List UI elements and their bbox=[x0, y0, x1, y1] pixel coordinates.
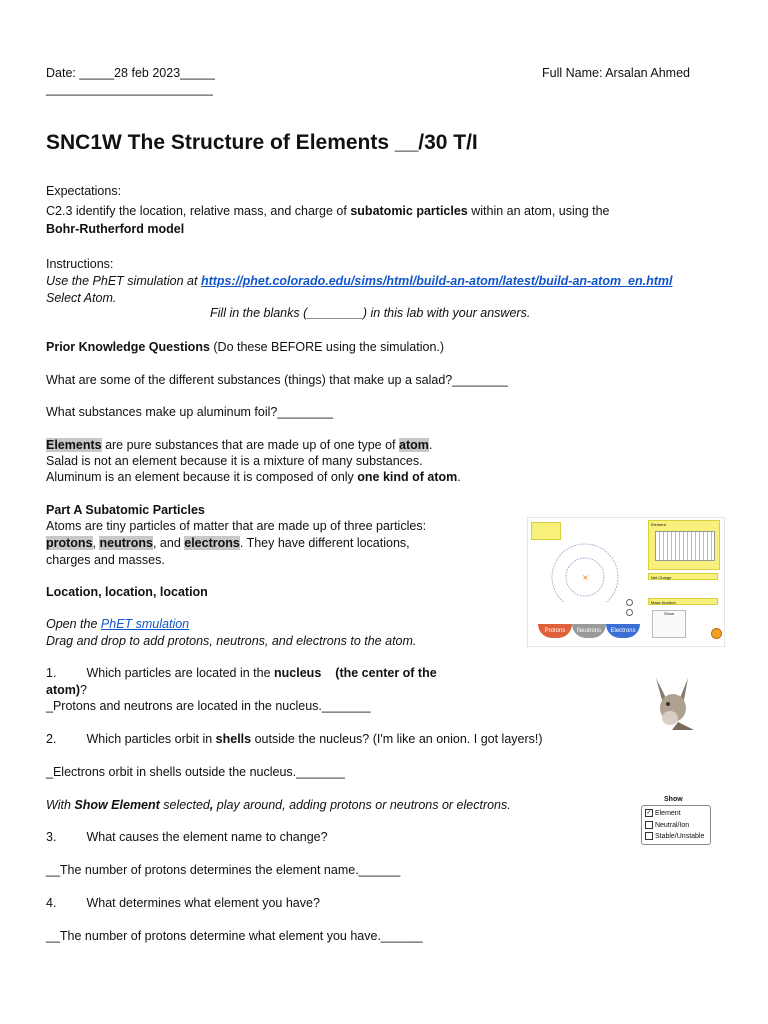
elements-line3-b: one kind of atom bbox=[357, 470, 458, 484]
sim-element-panel bbox=[648, 520, 720, 570]
neutrons-word: neutrons bbox=[99, 536, 153, 550]
expectations-model: Bohr-Rutherford model bbox=[46, 222, 185, 236]
prior-heading-bold: Prior Knowledge Questions bbox=[46, 340, 210, 354]
partA-line2 bbox=[46, 535, 410, 552]
elements-line3-a: Aluminum is an element because it is composed of only bbox=[46, 470, 358, 484]
show-element-e: play around, adding protons or neutrons or electrons. bbox=[213, 798, 511, 812]
q2-text: Which particles orbit in bbox=[86, 732, 216, 746]
sim-model-toggle bbox=[626, 596, 642, 610]
instructions-fill: Fill in the blanks (________) in this lab with your answers. bbox=[210, 306, 531, 320]
instructions-use bbox=[46, 273, 672, 290]
atom-word: atom bbox=[399, 438, 429, 452]
q2-answer: _Electrons orbit in shells outside the nucleus._______ bbox=[46, 765, 345, 779]
q4-answer: __The number of protons determine what element you have.______ bbox=[46, 929, 423, 943]
atom-orbit-diagram bbox=[550, 532, 620, 602]
q1-answer: _Protons and neutrons are located in the nucleus._______ bbox=[46, 699, 371, 713]
elements-text1: are pure substances that are made up of one type of bbox=[101, 438, 400, 452]
sim-net-charge bbox=[648, 573, 718, 580]
nucleus-marker: × bbox=[582, 573, 589, 582]
show-box-title: Show bbox=[664, 796, 683, 803]
prior-q1: What are some of the different substances (things) that make up a salad?________ bbox=[46, 373, 508, 387]
sim-net-charge-label: Net Charge bbox=[651, 575, 672, 580]
checkbox-checked-icon[interactable]: ✓ bbox=[646, 810, 652, 817]
phet-simulation-image bbox=[527, 517, 725, 647]
instructions-select: Select Atom. bbox=[46, 291, 117, 305]
show-element-b: Show Element bbox=[74, 798, 160, 812]
donkey-muzzle bbox=[662, 711, 678, 725]
expectations-text bbox=[46, 203, 610, 220]
q1-qmark: ? bbox=[80, 683, 87, 697]
q3-answer: __The number of protons determines the element name.______ bbox=[46, 863, 401, 877]
partA-heading: Part A Subatomic Particles bbox=[46, 503, 205, 517]
elements-line1 bbox=[46, 437, 432, 454]
checkbox-icon[interactable] bbox=[645, 821, 653, 829]
expectations-bold-a: subatomic particles bbox=[350, 204, 468, 218]
show-opt-neutral[interactable] bbox=[645, 820, 689, 831]
q1-text: Which particles are located in the bbox=[86, 666, 275, 680]
electrons-word: electrons bbox=[184, 536, 240, 550]
partA-line3: charges and masses. bbox=[46, 553, 165, 567]
partA-line1: Atoms are tiny particles of matter that are made up of three particles: bbox=[46, 519, 427, 533]
show-opt1-label: Element bbox=[654, 810, 681, 817]
show-element-line bbox=[46, 797, 511, 814]
neutrons-bucket-label: Neutrons bbox=[576, 628, 602, 634]
sim-radio-2 bbox=[626, 609, 633, 616]
donkey-character-image bbox=[648, 676, 700, 730]
q1-line2 bbox=[46, 682, 87, 699]
expectations-label: Expectations: bbox=[46, 184, 122, 198]
q3-line bbox=[46, 829, 328, 846]
expectations-text-a: C2.3 identify the location, relative mass, and charge of bbox=[46, 204, 351, 218]
location-drag: Drag and drop to add protons, neutrons, and electrons to the atom. bbox=[46, 634, 417, 648]
show-opt-element[interactable] bbox=[645, 808, 681, 819]
prior-heading bbox=[46, 339, 444, 356]
show-element-a: With bbox=[46, 798, 75, 812]
protons-bucket bbox=[538, 624, 572, 638]
reset-icon bbox=[711, 628, 722, 639]
q1-line bbox=[46, 665, 437, 682]
periodic-table-mini bbox=[655, 531, 715, 561]
show-opt3-label: Stable/Unstable bbox=[654, 833, 705, 840]
q4-num: 4. bbox=[46, 896, 57, 910]
donkey-eye bbox=[666, 702, 670, 706]
partA-sep1: , bbox=[92, 536, 100, 550]
location-open bbox=[46, 616, 189, 633]
prior-heading-rest: (Do these BEFORE using the simulation.) bbox=[209, 340, 445, 354]
q2-num: 2. bbox=[46, 732, 57, 746]
prior-q2: What substances make up aluminum foil?________ bbox=[46, 405, 333, 419]
protons-word: protons bbox=[46, 536, 93, 550]
q2-bold: shells bbox=[215, 732, 252, 746]
page-title: SNC1W The Structure of Elements __/30 T/I bbox=[46, 131, 478, 154]
full-name: Full Name: Arsalan Ahmed bbox=[542, 66, 690, 80]
sim-show-label: Show bbox=[663, 611, 674, 616]
q1-num: 1. bbox=[46, 666, 57, 680]
q4-line bbox=[46, 895, 320, 912]
instructions-label: Instructions: bbox=[46, 257, 114, 271]
elements-line3-c: . bbox=[457, 470, 461, 484]
electrons-bucket-label: Electrons bbox=[610, 628, 636, 634]
checkbox-icon[interactable] bbox=[645, 832, 653, 840]
q1-bold1: nucleus bbox=[274, 666, 322, 680]
phet-url-link[interactable]: https://phet.colorado.edu/sims/html/build-an-atom/latest/build-an-atom_en.html bbox=[200, 274, 673, 288]
sim-radio-1 bbox=[626, 599, 633, 606]
q3-num: 3. bbox=[46, 830, 57, 844]
date-underline: ________________________ bbox=[46, 82, 213, 96]
elements-line2: Salad is not an element because it is a mixture of many substances. bbox=[46, 454, 423, 468]
sim-element-label: Element bbox=[651, 522, 666, 527]
q3-text: What causes the element name to change? bbox=[86, 830, 328, 844]
sim-mass-number bbox=[648, 598, 718, 605]
q2-rest: outside the nucleus? (I'm like an onion. I got layers!) bbox=[251, 732, 543, 746]
q1-bold3: atom) bbox=[46, 683, 81, 697]
show-opt-stable[interactable] bbox=[645, 831, 704, 842]
elements-word: Elements bbox=[46, 438, 102, 452]
sim-show-panel bbox=[652, 610, 686, 638]
electrons-bucket bbox=[606, 624, 640, 638]
q2-line bbox=[46, 731, 543, 748]
q1-bold2: (the center of the bbox=[335, 666, 437, 680]
protons-bucket-label: Protons bbox=[544, 628, 566, 634]
sim-mass-number-label: Mass Number bbox=[651, 600, 676, 605]
q4-text: What determines what element you have? bbox=[86, 896, 320, 910]
show-box bbox=[641, 805, 711, 845]
show-opt2-label: Neutral/Ion bbox=[654, 822, 690, 829]
show-element-c: selected bbox=[159, 798, 210, 812]
location-heading: Location, location, location bbox=[46, 585, 208, 599]
date-line: Date: _____28 feb 2023_____ bbox=[46, 66, 215, 80]
partA-tail: . They have different locations, bbox=[239, 536, 410, 550]
instructions-use-text: Use the PhET simulation at bbox=[46, 274, 201, 288]
neutrons-bucket bbox=[572, 624, 606, 638]
phet-simulation-link[interactable]: PhET smulation bbox=[100, 617, 190, 631]
partA-sep2: , and bbox=[152, 536, 185, 550]
elements-text2: . bbox=[428, 438, 433, 452]
expectations-text-b: within an atom, using the bbox=[467, 204, 610, 218]
show-element-d: , bbox=[209, 798, 214, 812]
elements-line3 bbox=[46, 469, 461, 486]
location-open-text: Open the bbox=[46, 617, 101, 631]
